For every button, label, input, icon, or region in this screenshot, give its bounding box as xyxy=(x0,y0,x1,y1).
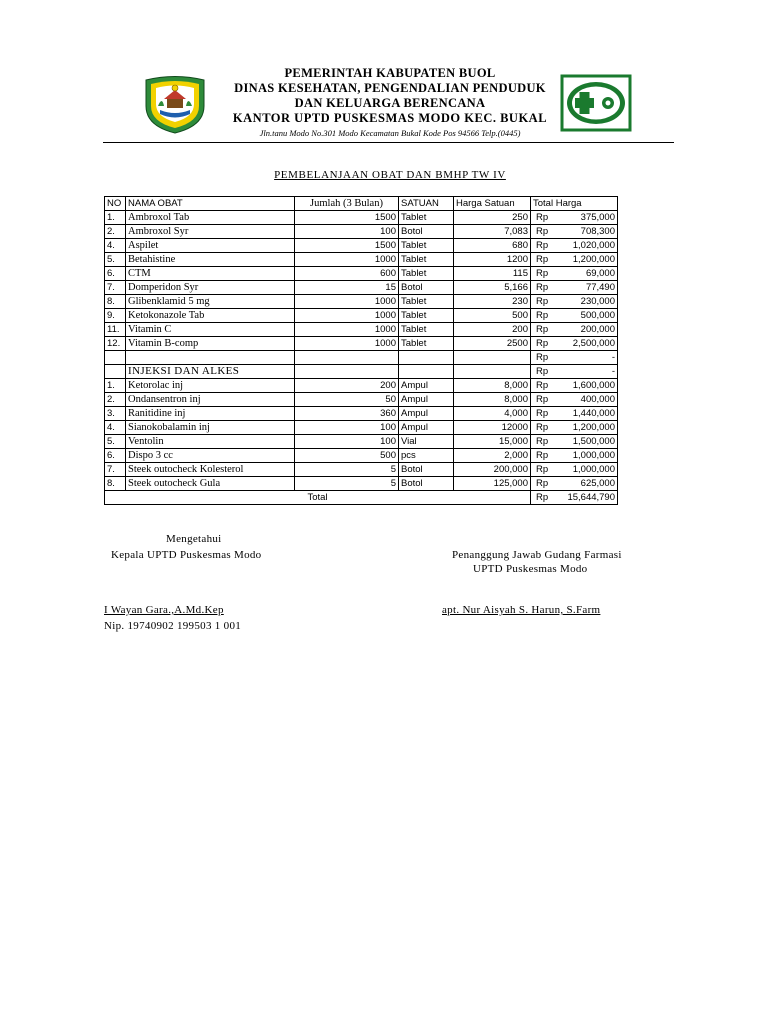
cell-quantity xyxy=(295,365,399,379)
sig-left-nip: Nip. 19740902 199503 1 001 xyxy=(104,620,242,632)
cell-total-price xyxy=(531,477,618,491)
cell-unit-price: 125,000 xyxy=(454,477,531,491)
cell-total-price xyxy=(531,421,618,435)
cell-total-price xyxy=(531,351,618,365)
cell-no: 2. xyxy=(105,225,126,239)
cell-unit: Botol xyxy=(399,463,454,477)
cell-total-price xyxy=(531,267,618,281)
header-unit: SATUAN xyxy=(399,197,454,211)
cell-unit-price: 5,166 xyxy=(454,281,531,295)
table-row xyxy=(105,211,618,225)
cell-unit xyxy=(399,365,454,379)
header-no: NO xyxy=(105,197,126,211)
letterhead-line-agency-cont: DAN KELUARGA BERENCANA xyxy=(294,96,486,110)
cell-amount: 500,000 xyxy=(580,310,615,321)
cell-amount: - xyxy=(611,352,615,363)
cell-unit-price: 250 xyxy=(454,211,531,225)
cell-currency: Rp xyxy=(536,422,549,433)
cell-no xyxy=(105,365,126,379)
table-row xyxy=(105,393,618,407)
table-total-row xyxy=(105,491,618,505)
cell-unit: Tablet xyxy=(399,295,454,309)
cell-amount: 230,000 xyxy=(580,296,615,307)
sig-right-office: UPTD Puskesmas Modo xyxy=(473,563,588,575)
cell-amount: 375,000 xyxy=(580,212,615,223)
cell-unit-price: 12000 xyxy=(454,421,531,435)
cell-no: 6. xyxy=(105,267,126,281)
cell-drug-name: Betahistine xyxy=(126,253,295,267)
cell-drug-name: Domperidon Syr xyxy=(126,281,295,295)
cell-drug-name: Ambroxol Tab xyxy=(126,211,295,225)
cell-drug-name xyxy=(126,351,295,365)
cell-currency: Rp xyxy=(536,212,549,223)
header-total-price: Total Harga xyxy=(531,197,618,211)
table-row xyxy=(105,309,618,323)
letterhead-line-government: PEMERINTAH KABUPATEN BUOL xyxy=(284,66,496,80)
table-row xyxy=(105,281,618,295)
cell-drug-name: Vitamin C xyxy=(126,323,295,337)
total-amount: 15,644,790 xyxy=(567,492,615,503)
cell-total-price xyxy=(531,393,618,407)
letterhead-line-agency: DINAS KESEHATAN, PENGENDALIAN PENDUDUK xyxy=(234,81,546,95)
cell-no: 1. xyxy=(105,211,126,225)
total-currency: Rp xyxy=(536,492,549,503)
cell-amount: 77,490 xyxy=(585,282,615,293)
cell-no: 8. xyxy=(105,477,126,491)
document-title: PEMBELANJAAN OBAT DAN BMHP TW IV xyxy=(274,169,506,181)
cell-unit: Tablet xyxy=(399,323,454,337)
table-row xyxy=(105,225,618,239)
table-section-row xyxy=(105,365,618,379)
cell-total-price xyxy=(531,211,618,225)
cell-drug-name: Aspilet xyxy=(126,239,295,253)
cell-quantity: 1500 xyxy=(295,211,399,225)
cell-no: 8. xyxy=(105,295,126,309)
cell-drug-name: Ondansentron inj xyxy=(126,393,295,407)
cell-no: 3. xyxy=(105,407,126,421)
cell-drug-name: Steek outocheck Gula xyxy=(126,477,295,491)
cell-unit-price: 230 xyxy=(454,295,531,309)
cell-quantity: 15 xyxy=(295,281,399,295)
cell-unit xyxy=(399,351,454,365)
total-value-cell xyxy=(531,491,618,505)
cell-currency: Rp xyxy=(536,352,549,363)
cell-no: 6. xyxy=(105,449,126,463)
cell-unit-price: 1200 xyxy=(454,253,531,267)
cell-quantity: 600 xyxy=(295,267,399,281)
cell-currency: Rp xyxy=(536,254,549,265)
cell-unit-price: 115 xyxy=(454,267,531,281)
cell-quantity: 100 xyxy=(295,225,399,239)
cell-unit-price: 200 xyxy=(454,323,531,337)
cell-no: 12. xyxy=(105,337,126,351)
cell-amount: 400,000 xyxy=(580,394,615,405)
cell-amount: 1,000,000 xyxy=(572,450,615,461)
cell-currency: Rp xyxy=(536,296,549,307)
cell-drug-name: INJEKSI DAN ALKES xyxy=(126,365,295,379)
cell-total-price xyxy=(531,295,618,309)
cell-unit: Ampul xyxy=(399,393,454,407)
cell-currency: Rp xyxy=(536,282,549,293)
sig-left-name: I Wayan Gara.,A.Md.Kep xyxy=(104,604,224,616)
cell-currency: Rp xyxy=(536,310,549,321)
cell-amount: 1,020,000 xyxy=(572,240,615,251)
cell-unit: Tablet xyxy=(399,309,454,323)
cell-amount: 625,000 xyxy=(580,478,615,489)
cell-amount: 200,000 xyxy=(580,324,615,335)
cell-unit: Tablet xyxy=(399,211,454,225)
cell-amount: 69,000 xyxy=(585,268,615,279)
table-row xyxy=(105,435,618,449)
sig-left-title: Kepala UPTD Puskesmas Modo xyxy=(111,549,262,561)
cell-total-price xyxy=(531,449,618,463)
cell-unit: Tablet xyxy=(399,337,454,351)
table-row xyxy=(105,407,618,421)
sig-right-name: apt. Nur Aisyah S. Harun, S.Farm xyxy=(442,604,601,616)
cell-unit: Botol xyxy=(399,281,454,295)
cell-quantity: 5 xyxy=(295,463,399,477)
cell-drug-name: Ambroxol Syr xyxy=(126,225,295,239)
table-row xyxy=(105,253,618,267)
cell-total-price xyxy=(531,239,618,253)
cell-currency: Rp xyxy=(536,478,549,489)
cell-quantity: 1000 xyxy=(295,253,399,267)
cell-total-price xyxy=(531,323,618,337)
cell-quantity: 5 xyxy=(295,477,399,491)
cell-quantity: 1000 xyxy=(295,295,399,309)
cell-total-price xyxy=(531,337,618,351)
cell-quantity: 100 xyxy=(295,421,399,435)
cell-quantity: 1000 xyxy=(295,337,399,351)
cell-amount: 708,300 xyxy=(580,226,615,237)
header-quantity: Jumlah (3 Bulan) xyxy=(295,197,399,211)
cell-total-price xyxy=(531,253,618,267)
cell-currency: Rp xyxy=(536,366,549,377)
cell-total-price xyxy=(531,225,618,239)
cell-no: 5. xyxy=(105,435,126,449)
cell-unit-price: 8,000 xyxy=(454,379,531,393)
cell-quantity: 100 xyxy=(295,435,399,449)
header-unit-price: Harga Satuan xyxy=(454,197,531,211)
cell-unit: Botol xyxy=(399,225,454,239)
cell-total-price xyxy=(531,463,618,477)
cell-no: 7. xyxy=(105,281,126,295)
table-row xyxy=(105,351,618,365)
cell-unit-price: 15,000 xyxy=(454,435,531,449)
cell-no: 4. xyxy=(105,239,126,253)
procurement-table xyxy=(104,196,618,505)
table-row xyxy=(105,337,618,351)
cell-unit-price: 7,083 xyxy=(454,225,531,239)
cell-currency: Rp xyxy=(536,436,549,447)
cell-total-price xyxy=(531,365,618,379)
cell-drug-name: Ventolin xyxy=(126,435,295,449)
table-row xyxy=(105,463,618,477)
total-label: Total xyxy=(105,491,531,505)
cell-no: 4. xyxy=(105,421,126,435)
cell-currency: Rp xyxy=(536,226,549,237)
cell-unit-price: 2500 xyxy=(454,337,531,351)
cell-unit-price: 500 xyxy=(454,309,531,323)
cell-currency: Rp xyxy=(536,380,549,391)
cell-unit: Vial xyxy=(399,435,454,449)
cell-no: 11. xyxy=(105,323,126,337)
table-row xyxy=(105,379,618,393)
cell-quantity: 500 xyxy=(295,449,399,463)
table-row xyxy=(105,449,618,463)
letterhead-address: Jln.tanu Modo No.301 Modo Kecamatan Bukal Kode Pos 94566 Telp.(0445) xyxy=(259,128,521,138)
cell-no: 2. xyxy=(105,393,126,407)
cell-quantity: 1000 xyxy=(295,309,399,323)
cell-amount: 1,000,000 xyxy=(572,464,615,475)
cell-no: 5. xyxy=(105,253,126,267)
cell-total-price xyxy=(531,379,618,393)
cell-unit-price: 4,000 xyxy=(454,407,531,421)
cell-currency: Rp xyxy=(536,338,549,349)
cell-amount: - xyxy=(611,366,615,377)
cell-unit-price: 2,000 xyxy=(454,449,531,463)
sig-left-acknowledged: Mengetahui xyxy=(166,533,222,545)
cell-unit: Tablet xyxy=(399,239,454,253)
cell-drug-name: Ketorolac inj xyxy=(126,379,295,393)
cell-drug-name: Ketokonazole Tab xyxy=(126,309,295,323)
table-row xyxy=(105,421,618,435)
cell-total-price xyxy=(531,407,618,421)
cell-quantity: 200 xyxy=(295,379,399,393)
cell-currency: Rp xyxy=(536,324,549,335)
cell-drug-name: Glibenklamid 5 mg xyxy=(126,295,295,309)
cell-quantity: 360 xyxy=(295,407,399,421)
cell-currency: Rp xyxy=(536,450,549,461)
table-row xyxy=(105,477,618,491)
table-header-row xyxy=(105,197,618,211)
table-row xyxy=(105,295,618,309)
cell-no xyxy=(105,351,126,365)
table-row xyxy=(105,239,618,253)
cell-total-price xyxy=(531,435,618,449)
cell-total-price xyxy=(531,281,618,295)
table-row xyxy=(105,323,618,337)
cell-unit-price xyxy=(454,365,531,379)
cell-drug-name: Steek outocheck Kolesterol xyxy=(126,463,295,477)
cell-unit-price xyxy=(454,351,531,365)
cell-quantity: 1000 xyxy=(295,323,399,337)
cell-unit-price: 8,000 xyxy=(454,393,531,407)
cell-amount: 1,200,000 xyxy=(572,422,615,433)
cell-quantity xyxy=(295,351,399,365)
cell-quantity: 1500 xyxy=(295,239,399,253)
cell-drug-name: Vitamin B-comp xyxy=(126,337,295,351)
buol-regency-crest-logo xyxy=(140,76,210,134)
cell-quantity: 50 xyxy=(295,393,399,407)
cell-drug-name: CTM xyxy=(126,267,295,281)
cell-no: 7. xyxy=(105,463,126,477)
table-row xyxy=(105,267,618,281)
table-body xyxy=(105,211,618,491)
cell-drug-name: Sianokobalamin inj xyxy=(126,421,295,435)
letterhead-line-office: KANTOR UPTD PUSKESMAS MODO KEC. BUKAL xyxy=(232,111,548,125)
cell-unit: pcs xyxy=(399,449,454,463)
cell-amount: 1,500,000 xyxy=(572,436,615,447)
cell-total-price xyxy=(531,309,618,323)
cell-drug-name: Dispo 3 cc xyxy=(126,449,295,463)
cell-unit: Ampul xyxy=(399,421,454,435)
cell-currency: Rp xyxy=(536,268,549,279)
cell-unit-price: 200,000 xyxy=(454,463,531,477)
cell-unit: Tablet xyxy=(399,267,454,281)
cell-unit: Ampul xyxy=(399,379,454,393)
header-drug-name: NAMA OBAT xyxy=(126,197,295,211)
cell-no: 1. xyxy=(105,379,126,393)
cell-currency: Rp xyxy=(536,394,549,405)
cell-unit-price: 680 xyxy=(454,239,531,253)
cell-currency: Rp xyxy=(536,408,549,419)
cell-amount: 1,600,000 xyxy=(572,380,615,391)
cell-unit: Ampul xyxy=(399,407,454,421)
cell-amount: 2,500,000 xyxy=(572,338,615,349)
letterhead-divider xyxy=(103,142,674,143)
cell-amount: 1,200,000 xyxy=(572,254,615,265)
cell-amount: 1,440,000 xyxy=(572,408,615,419)
sig-right-title: Penanggung Jawab Gudang Farmasi xyxy=(452,549,622,561)
cell-no: 9. xyxy=(105,309,126,323)
cell-currency: Rp xyxy=(536,240,549,251)
cell-unit: Tablet xyxy=(399,253,454,267)
cell-unit: Botol xyxy=(399,477,454,491)
cell-drug-name: Ranitidine inj xyxy=(126,407,295,421)
cell-currency: Rp xyxy=(536,464,549,475)
